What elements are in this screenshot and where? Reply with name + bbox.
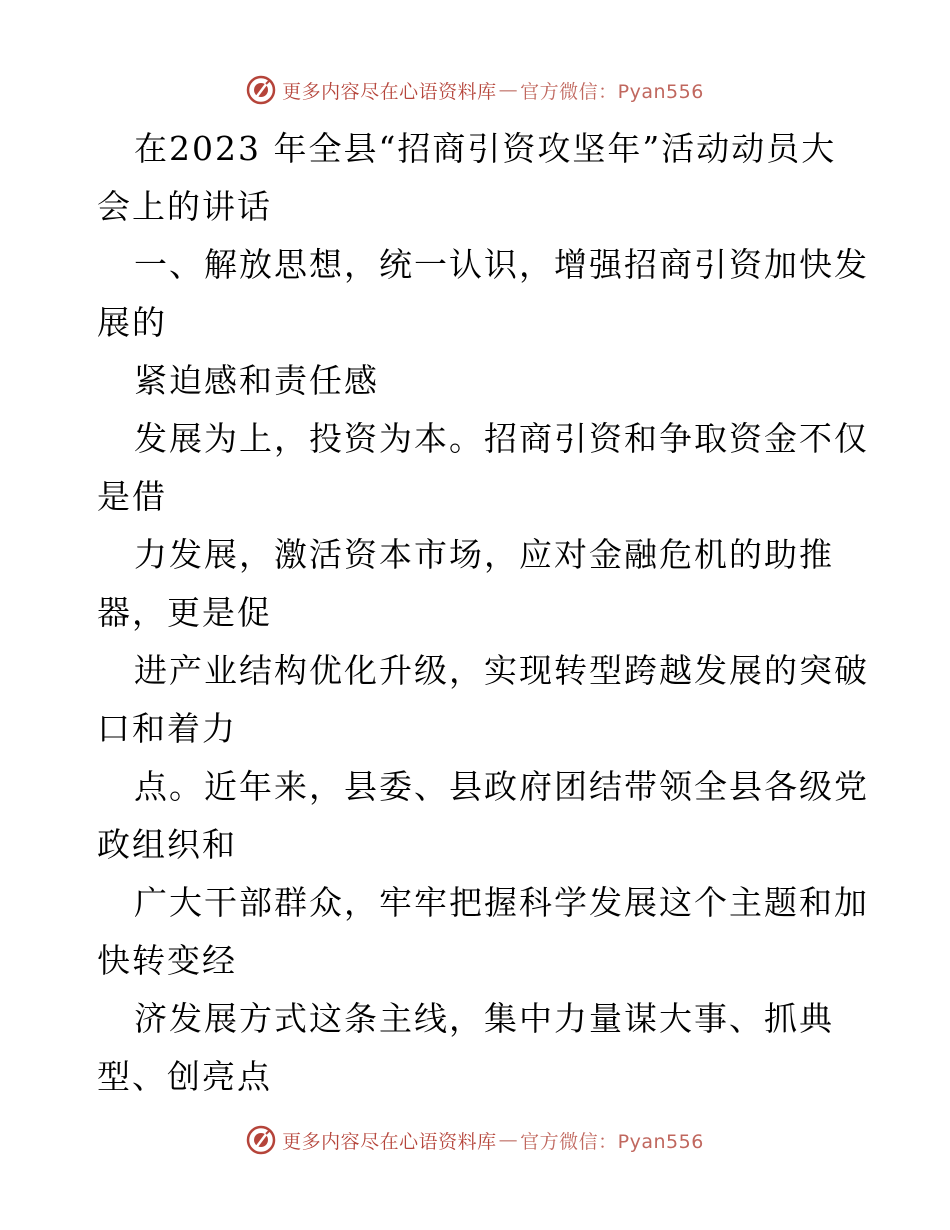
- title-line-1: 在2023 年全县“招商引资攻坚年”活动动员大: [134, 129, 837, 168]
- footer-banner-text: 更多内容尽在心语资料库: [282, 1130, 497, 1153]
- paragraph-line: 济发展方式这条主线，集中力量谋大事、抓典: [134, 999, 834, 1038]
- header-banner-wechat: 官方微信：Pyan556: [520, 80, 704, 103]
- footer-banner-separator: —: [498, 1129, 519, 1151]
- pen-circle-logo-icon: [246, 75, 276, 105]
- pen-circle-logo-icon: [246, 1125, 276, 1155]
- paragraph-line: 力发展，激活资本市场，应对金融危机的助推: [134, 535, 834, 574]
- paragraph-line: 紧迫感和责任感: [134, 361, 379, 400]
- paragraph-line: 广大干部群众，牢牢把握科学发展这个主题和加: [134, 883, 869, 922]
- heading-line-2: 展的: [97, 303, 167, 342]
- title-line-2: 会上的讲话: [97, 187, 272, 226]
- paragraph-line: 进产业结构优化升级，实现转型跨越发展的突破: [134, 651, 869, 690]
- footer-banner-wechat: 官方微信：Pyan556: [520, 1130, 704, 1153]
- header-banner-separator: —: [498, 79, 519, 101]
- footer-banner: [0, 1120, 950, 1160]
- header-banner: [0, 70, 950, 110]
- header-banner-text: 更多内容尽在心语资料库: [282, 80, 497, 103]
- paragraph-line: 政组织和: [97, 825, 237, 864]
- paragraph-line: 器，更是促: [97, 593, 272, 632]
- paragraph-line: 是借: [97, 477, 167, 516]
- paragraph-line: 快转变经: [97, 941, 237, 980]
- paragraph-line: 型、创亮点: [97, 1057, 272, 1096]
- document-body: [97, 120, 869, 1106]
- paragraph-line: 发展为上，投资为本。招商引资和争取资金不仅: [134, 419, 869, 458]
- paragraph-line: 口和着力: [97, 709, 237, 748]
- paragraph-line: 点。近年来，县委、县政府团结带领全县各级党: [134, 767, 869, 806]
- heading-line-1: 一、解放思想，统一认识，增强招商引资加快发: [134, 245, 869, 284]
